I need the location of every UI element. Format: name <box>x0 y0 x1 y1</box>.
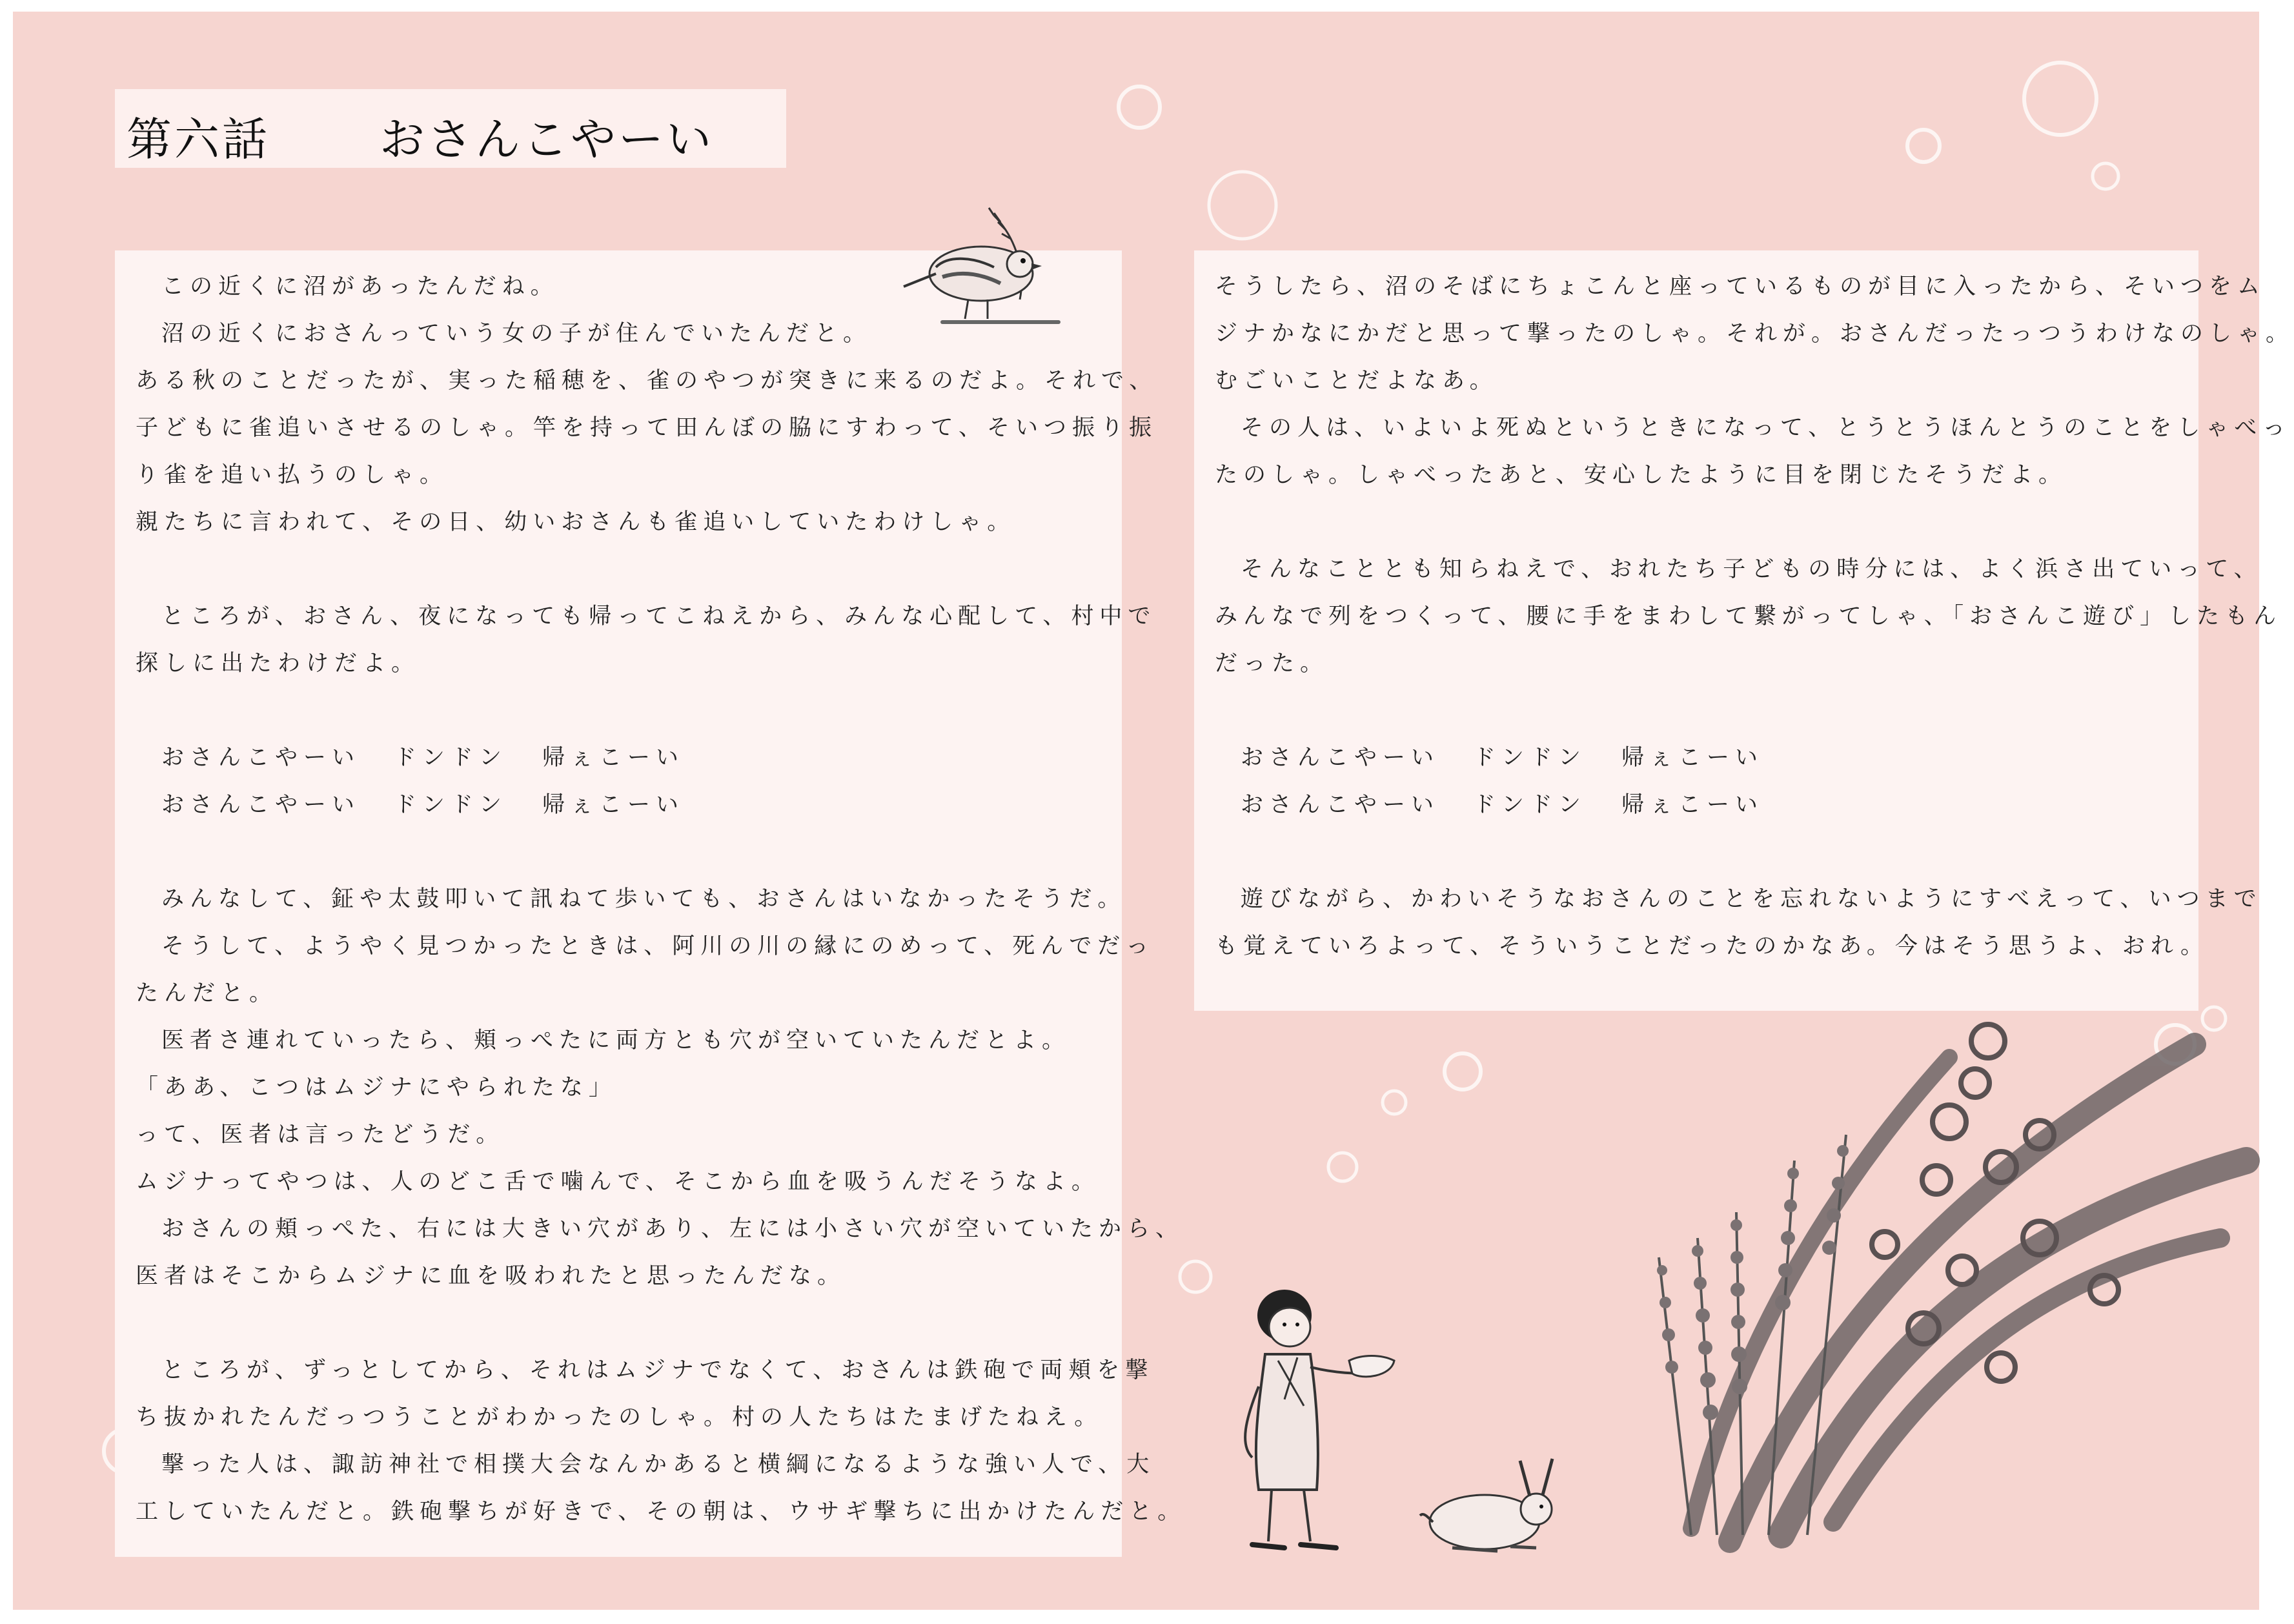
text-line: も覚えていろよって、そういうことだったのかなあ。今はそう思うよ、おれ。 <box>1215 933 2209 959</box>
child-icon <box>1233 1277 1420 1561</box>
song-phrase: 帰ぇこーい <box>542 745 685 771</box>
song-phrase: 帰ぇこーい <box>542 792 685 818</box>
text-line: ところが、ずっとしてから、それはムジナでなくて、おさんは鉄砲で両頬を撃 <box>161 1357 1154 1383</box>
song-phrase: ドンドン <box>394 792 508 818</box>
song-phrase: おさんこやーい <box>161 792 361 818</box>
song-line <box>136 782 1102 829</box>
blank-line <box>1215 829 2179 876</box>
blank-line <box>136 829 1102 876</box>
text-line: そんなこととも知らねえで、おれたち子どもの時分には、よく浜さ出ていって、 <box>1241 556 2262 582</box>
episode-number: 第六話 <box>127 113 270 166</box>
text-line: ところが、おさん、夜になっても帰ってこねえから、みんな心配して、村中で <box>161 604 1157 629</box>
text-line: り雀を追い払うのしゃ。 <box>136 462 449 488</box>
text-line: ち抜かれたんだっつうことがわかったのしゃ。村の人たちはたまげたねえ。 <box>136 1405 1103 1430</box>
text-line: ジナかなにかだと思って撃ったのしゃ。それが。おさんだったっつうわけなのしゃ。 <box>1215 321 2294 347</box>
song-line <box>136 735 1102 782</box>
text-line: ムジナってやつは、人のどこ舌で噛んで、そこから血を吸うんだそうなよ。 <box>136 1169 1100 1195</box>
song-line <box>1215 735 2179 782</box>
song-phrase: ドンドン <box>1473 745 1587 771</box>
text-line: むごいことだよなあ。 <box>1215 368 1498 394</box>
text-line: おさんの頬っぺた、右には大きい穴があり、左には小さい穴が空いていたから、 <box>161 1216 1184 1242</box>
text-line: 子どもに雀追いさせるのしゃ。竿を持って田んぼの脇にすわって、そいつ振り振 <box>136 415 1157 441</box>
text-line: 沼の近くにおさんっていう女の子が住んでいたんだと。 <box>161 321 872 347</box>
text-line: そうしたら、沼のそばにちょこんと座っているものが目に入ったから、そいつをム <box>1215 274 2266 299</box>
right-text-panel <box>1194 250 2294 1011</box>
right-story-text <box>1215 263 2294 970</box>
text-line: 遊びながら、かわいそうなおさんのことを忘れないようにすべえって、いつまで <box>1241 886 2262 912</box>
text-line: そうして、ようやく見つかったときは、阿川の川の縁にのめって、死んでだっ <box>161 933 1155 959</box>
song-phrase: おさんこやーい <box>1241 792 1440 818</box>
text-line: 医者さ連れていったら、頬っぺたに両方とも穴が空いていたんだとよ。 <box>161 1028 1071 1053</box>
left-story-text <box>136 263 1186 1536</box>
text-line: 医者はそこからムジナに血を吸われたと思ったんだな。 <box>136 1263 846 1289</box>
sparrow-icon <box>897 196 1078 338</box>
text-line: って、医者は言ったどうだ。 <box>136 1122 505 1148</box>
song-phrase: ドンドン <box>394 745 508 771</box>
text-line: 撃った人は、諏訪神社で相撲大会なんかあると横綱になるような強い人で、大 <box>161 1452 1155 1477</box>
page-title <box>127 103 714 168</box>
text-line: みんなして、鉦や太鼓叩いて訊ねて歩いても、おさんはいなかったそうだ。 <box>161 886 1126 912</box>
text-line: ある秋のことだったが、実った稲穂を、雀のやつが突きに来るのだよ。それで、 <box>136 368 1158 394</box>
blank-line <box>1215 499 2179 546</box>
song-phrase: 帰ぇこーい <box>1621 792 1764 818</box>
song-phrase: おさんこやーい <box>1241 745 1440 771</box>
title-box <box>115 89 786 168</box>
song-line <box>1215 782 2179 829</box>
song-phrase: おさんこやーい <box>161 745 361 771</box>
text-line: 親たちに言われて、その日、幼いおさんも雀追いしていたわけしゃ。 <box>136 509 1016 535</box>
text-line: みんなで列をつくって、腰に手をまわして繋がってしゃ、「おさんこ遊び」したもん <box>1215 604 2282 629</box>
blank-line <box>136 546 1102 593</box>
song-phrase: ドンドン <box>1473 792 1587 818</box>
text-line: だった。 <box>1215 651 1329 676</box>
blank-line <box>1215 687 2179 735</box>
text-line: この近くに沼があったんだね。 <box>161 274 559 299</box>
text-line: たんだと。 <box>136 980 278 1006</box>
story-title: おさんこやーい <box>380 113 714 166</box>
text-line: 探しに出たわけだよ。 <box>136 651 420 676</box>
text-line: その人は、いよいよ死ぬというときになって、とうとうほんとうのことをしゃべっ <box>1241 415 2291 441</box>
page-spread <box>13 12 2294 1610</box>
song-phrase: 帰ぇこーい <box>1621 745 1764 771</box>
blank-line <box>136 687 1102 735</box>
blank-line <box>136 1300 1102 1347</box>
left-text-panel <box>115 250 1186 1557</box>
rice-plants-icon <box>1614 967 2259 1548</box>
rabbit-icon <box>1407 1451 1575 1567</box>
text-line: 工していたんだと。鉄砲撃ちが好きで、その朝は、ウサギ撃ちに出かけたんだと。 <box>136 1499 1186 1525</box>
text-line: 「ああ、こつはムジナにやられたな」 <box>136 1075 617 1101</box>
text-line: たのしゃ。しゃべったあと、安心したように目を閉じたそうだよ。 <box>1215 462 2067 488</box>
